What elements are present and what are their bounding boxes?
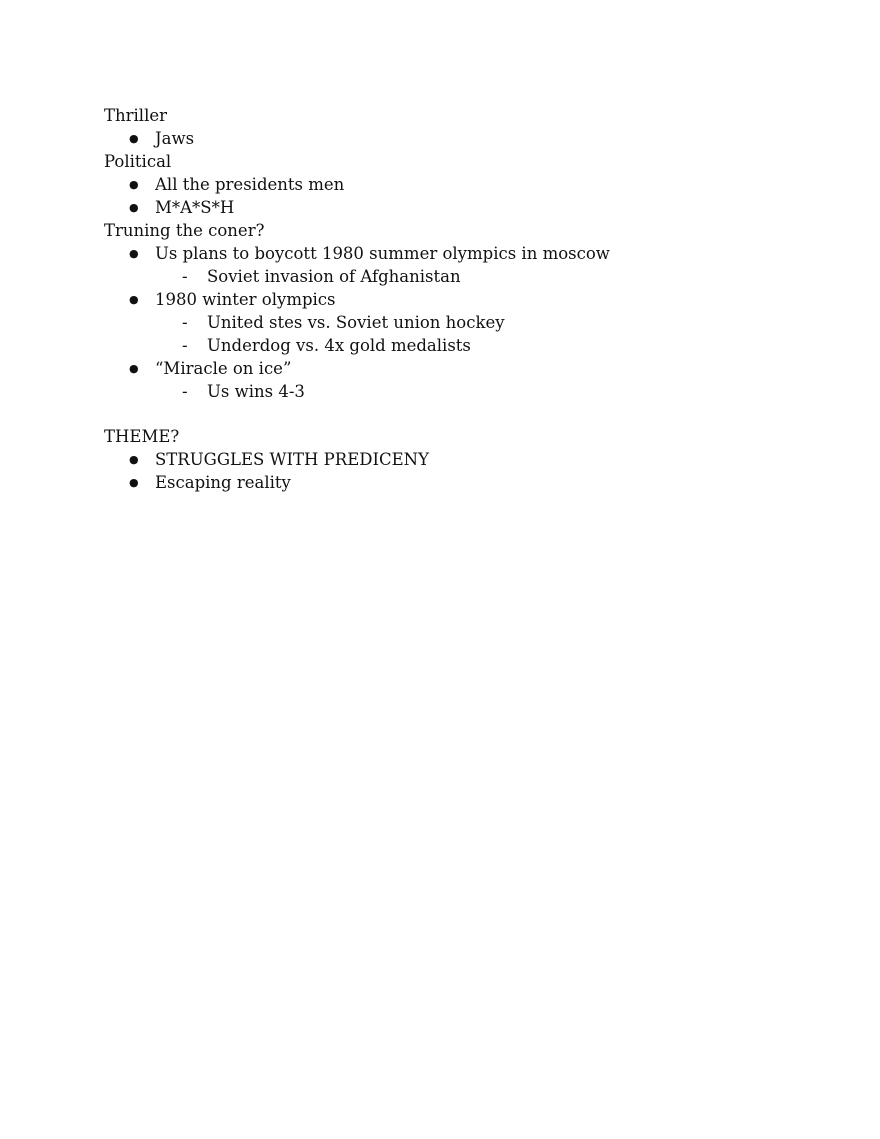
document-page xyxy=(104,104,784,494)
list-item-text: M*A*S*H xyxy=(155,198,235,217)
bullet-icon: ● xyxy=(129,178,139,191)
section-heading: THEME? xyxy=(104,427,180,446)
list-item xyxy=(104,448,784,471)
sub-list-item-text: United stes vs. Soviet union hockey xyxy=(207,313,505,332)
dash-icon: - xyxy=(182,313,188,332)
list-item xyxy=(104,242,784,265)
bullet-icon: ● xyxy=(129,201,139,214)
list-item-text: 1980 winter olympics xyxy=(155,290,336,309)
bullet-icon: ● xyxy=(129,247,139,260)
sub-list-item-text: Soviet invasion of Afghanistan xyxy=(207,267,461,286)
bullet-icon: ● xyxy=(129,132,139,145)
blank-line xyxy=(104,403,784,425)
list-item xyxy=(104,288,784,311)
sub-list-item xyxy=(104,265,784,288)
list-item-text: All the presidents men xyxy=(155,175,345,194)
list-item xyxy=(104,196,784,219)
list-item-text: Jaws xyxy=(155,129,195,148)
dash-icon: - xyxy=(182,267,188,286)
section-heading: Truning the coner? xyxy=(104,221,265,240)
list-item xyxy=(104,173,784,196)
list-item-text: “Miracle on ice” xyxy=(155,359,292,378)
list-item xyxy=(104,357,784,380)
sub-list-item xyxy=(104,334,784,357)
sub-list-item-text: Us wins 4-3 xyxy=(207,382,305,401)
dash-icon: - xyxy=(182,336,188,355)
dash-icon: - xyxy=(182,382,188,401)
list-item-text: Escaping reality xyxy=(155,473,291,492)
list-item-text: Us plans to boycott 1980 summer olympics in moscow xyxy=(155,244,610,263)
bullet-icon: ● xyxy=(129,362,139,375)
section-heading: Thriller xyxy=(104,106,168,125)
list-item xyxy=(104,471,784,494)
sub-list-item xyxy=(104,380,784,403)
bullet-icon: ● xyxy=(129,453,139,466)
section-heading: Political xyxy=(104,152,172,171)
bullet-icon: ● xyxy=(129,293,139,306)
sub-list-item-text: Underdog vs. 4x gold medalists xyxy=(207,336,471,355)
bullet-icon: ● xyxy=(129,476,139,489)
list-item-text: STRUGGLES WITH PREDICENY xyxy=(155,450,429,469)
sub-list-item xyxy=(104,311,784,334)
list-item xyxy=(104,127,784,150)
